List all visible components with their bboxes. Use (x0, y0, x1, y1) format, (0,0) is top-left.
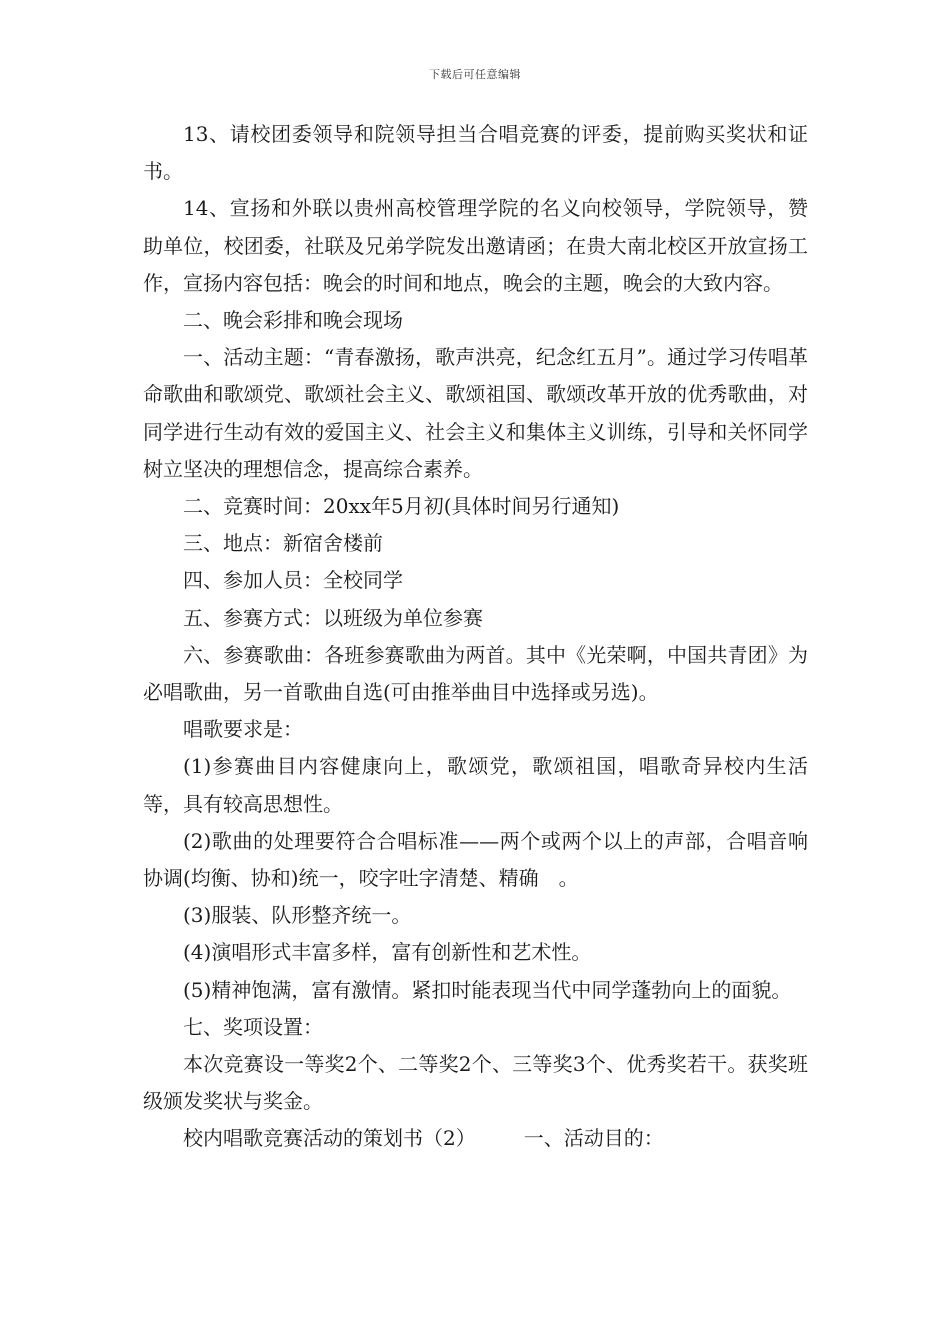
paragraph-awards-heading: 七、奖项设置： (183, 1014, 323, 1039)
paragraph-14: 14、宣扬和外联以贵州高校管理学院的名义向校领导，学院领导，赞助单位，校团委，社联及兄弟学院发出邀请函；在贵大南北校区开放宣扬工作，宣扬内容包括：晚会的时间和地点，晚会的主题，晚会的大致内容。 (143, 196, 808, 295)
requirement-2: (2)歌曲的处理要符合合唱标准——两个或两个以上的声部，合唱音响协调(均衡、协和)统一，咬字吐字清楚、精确 。 (143, 828, 808, 891)
section-heading-rehearsal: 二、晚会彩排和晚会现场 (183, 308, 403, 333)
paragraph-songs: 六、参赛歌曲：各班参赛歌曲为两首。其中《光荣啊，中国共青团》为必唱歌曲，另一首歌曲自选(可由推举曲目中选择或另选)。 (143, 642, 808, 705)
paragraph-13: 13、请校团委领导和院领导担当合唱竞赛的评委，提前购买奖状和证书。 (143, 122, 808, 184)
paragraph-theme: 一、活动主题：“青春激扬，歌声洪亮，纪念红五月”。通过学习传唱革命歌曲和歌颂党、歌颂社会主义、歌颂祖国、歌颂改革开放的优秀歌曲，对同学进行生动有效的爱国主义、社会主义和集体主义训练，引导和关怀同学树立坚决的理想信念，提高综合素养。 (143, 345, 808, 481)
document-body (143, 116, 808, 1158)
next-section-title: 校内唱歌竞赛活动的策划书（2） (183, 1126, 476, 1151)
page-header: 下载后可任意编辑 (429, 68, 521, 81)
paragraph-participants: 四、参加人员：全校同学 (183, 568, 403, 593)
paragraph-awards: 本次竞赛设一等奖2个、二等奖2个、三等奖3个、优秀奖若干。获奖班级颁发奖状与奖金。 (143, 1052, 808, 1114)
paragraph-requirements-heading: 唱歌要求是： (183, 717, 303, 742)
paragraph-format: 五、参赛方式：以班级为单位参赛 (183, 605, 483, 630)
requirement-5: (5)精神饱满，富有激情。紧扣时能表现当代中同学蓬勃向上的面貌。 (183, 977, 792, 1002)
requirement-1: (1)参赛曲目内容健康向上，歌颂党，歌颂祖国，唱歌奇异校内生活等，具有较高思想性。 (143, 754, 808, 816)
paragraph-location: 三、地点：新宿舍楼前 (183, 531, 383, 556)
requirement-4: (4)演唱形式丰富多样，富有创新性和艺术性。 (183, 940, 592, 965)
paragraph-time: 二、竞赛时间：20xx年5月初(具体时间另行通知) (183, 494, 620, 519)
next-section-heading: 一、活动目的： (523, 1126, 664, 1151)
requirement-3: (3)服装、队形整齐统一。 (183, 903, 412, 928)
paragraph-next-section (143, 1120, 808, 1157)
